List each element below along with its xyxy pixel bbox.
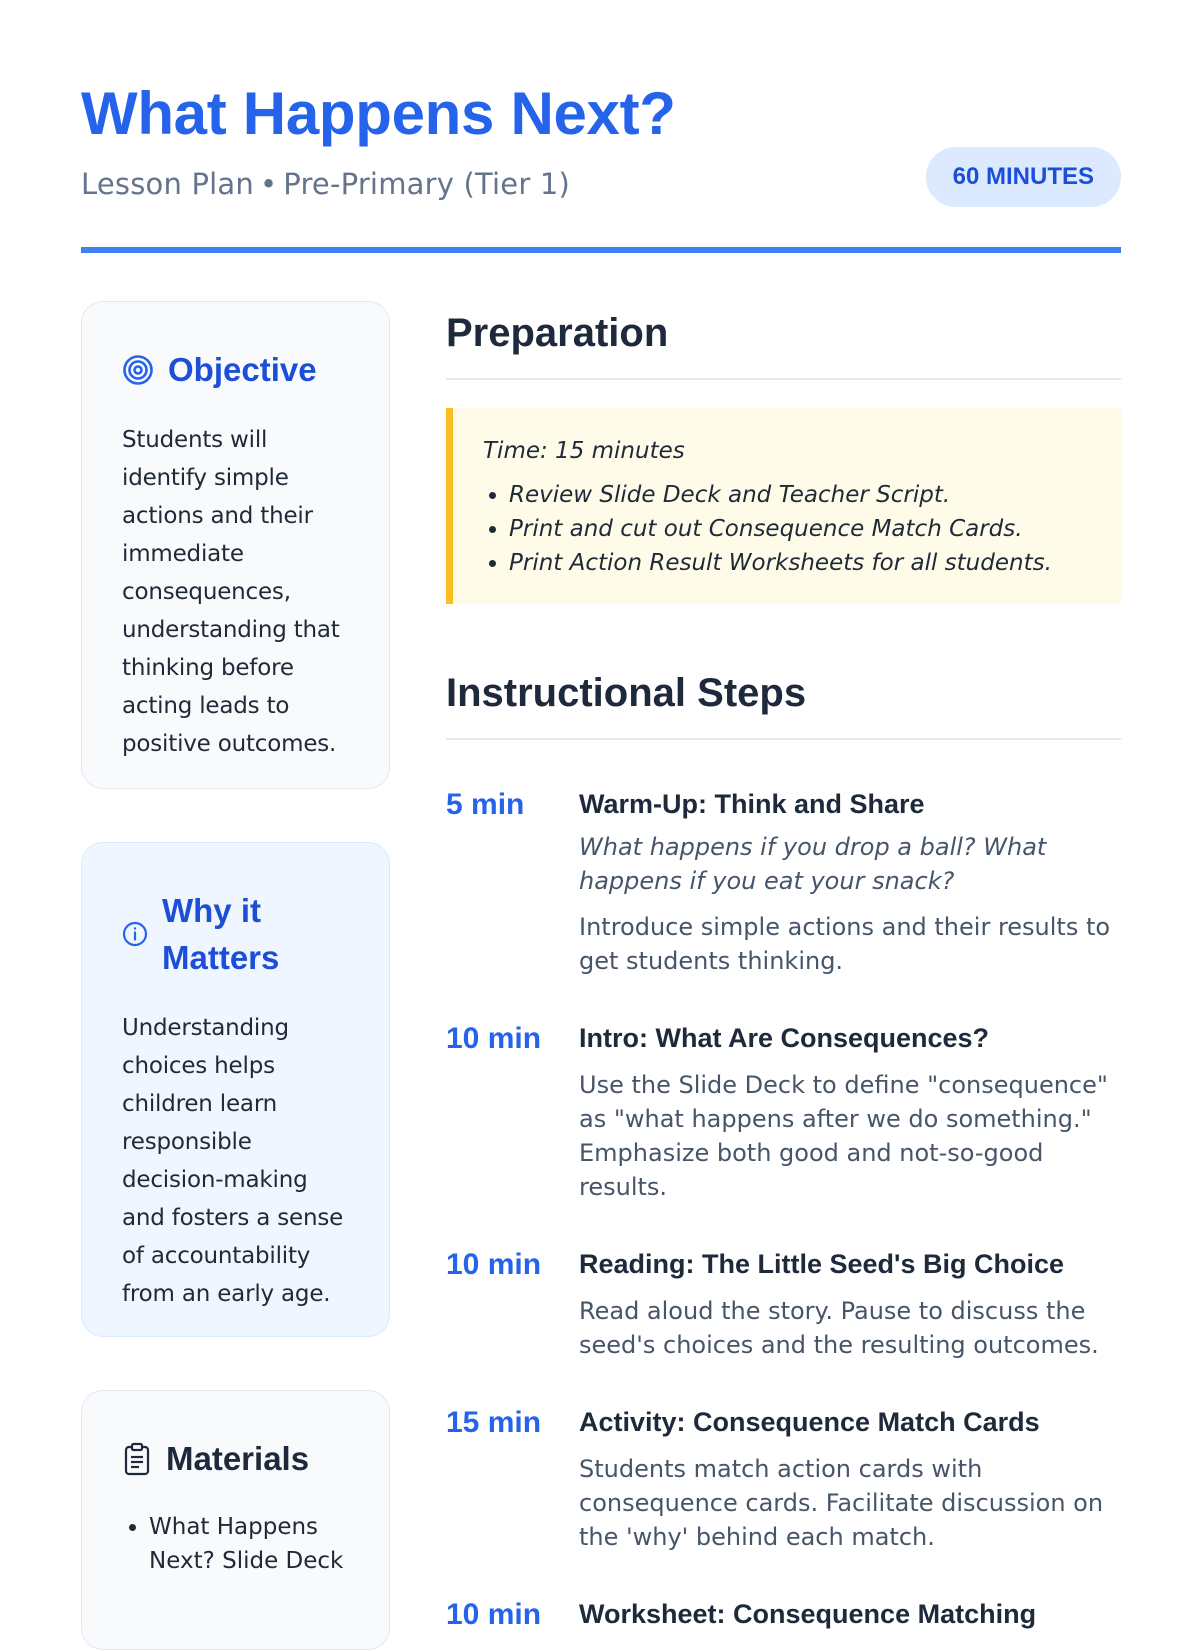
- step-description: Introduce simple actions and their results to get students thinking.: [579, 913, 1111, 975]
- page-title: What Happens Next?: [81, 80, 676, 147]
- why-it-matters-card: [81, 842, 390, 1337]
- subtitle-level: Pre-Primary (Tier 1): [283, 167, 571, 201]
- step-time: 5 min: [446, 788, 525, 821]
- clipboard-icon: [122, 1442, 152, 1476]
- page-subtitle: [81, 166, 570, 202]
- materials-item: • What Happens Next? Slide Deck: [149, 1510, 349, 1578]
- step-row: [446, 1020, 1121, 1204]
- step-description: Use the Slide Deck to define "consequence" as "what happens after we do something." Emphasize both good and not-so-good results.: [579, 1071, 1108, 1201]
- step-time: 10 min: [446, 1598, 542, 1631]
- step-description: Read aloud the story. Pause to discuss the seed's choices and the resulting outcomes.: [579, 1297, 1099, 1359]
- step-row: [446, 786, 1121, 978]
- preparation-item: • Print and cut out Consequence Match Cards.: [509, 512, 1091, 546]
- step-body: [579, 1020, 1121, 1204]
- steps-list: [446, 786, 1121, 1634]
- target-icon: [122, 354, 154, 386]
- step-time: 10 min: [446, 1022, 542, 1055]
- objective-title: Objective: [168, 351, 317, 388]
- step-title: Intro: What Are Consequences?: [579, 1023, 990, 1053]
- step-body: [579, 1246, 1121, 1362]
- step-title: Reading: The Little Seed's Big Choice: [579, 1249, 1064, 1279]
- step-body: [579, 1404, 1121, 1554]
- why-header: [122, 887, 349, 981]
- step-question: What happens if you drop a ball? What happens if you eat your snack?: [579, 833, 1047, 895]
- preparation-box: [446, 408, 1121, 604]
- preparation-item: • Print Action Result Worksheets for all students.: [509, 546, 1091, 580]
- materials-title: Materials: [166, 1440, 310, 1477]
- main-content: [446, 300, 1121, 1634]
- step-time: 10 min: [446, 1248, 542, 1281]
- step-body: [579, 786, 1121, 978]
- step-description: Students match action cards with consequence cards. Facilitate discussion on the 'why' behind each match.: [579, 1455, 1104, 1551]
- step-body: [579, 1596, 1121, 1634]
- materials-list: [122, 1510, 349, 1578]
- step-title: Activity: Consequence Match Cards: [579, 1407, 1040, 1437]
- preparation-item: • Review Slide Deck and Teacher Script.: [509, 478, 1091, 512]
- step-time: 15 min: [446, 1406, 542, 1439]
- subtitle-separator: •: [259, 167, 278, 201]
- step-row: [446, 1596, 1121, 1634]
- step-title: Worksheet: Consequence Matching: [579, 1599, 1037, 1629]
- preparation-list: [483, 478, 1091, 580]
- objective-header: [122, 346, 349, 393]
- preparation-heading: Preparation: [446, 300, 1121, 380]
- duration-badge: 60 MINUTES: [926, 147, 1121, 207]
- step-title: Warm-Up: Think and Share: [579, 789, 925, 819]
- header-divider: [81, 247, 1121, 253]
- step-row: [446, 1246, 1121, 1362]
- instructional-steps-heading: Instructional Steps: [446, 660, 1121, 740]
- why-text: Understanding choices helps children learn responsible decision-making and fosters a sense of accountability from an early age.: [122, 1015, 344, 1307]
- info-icon: [122, 921, 148, 947]
- subtitle-type: Lesson Plan: [81, 167, 254, 201]
- why-title: Why it Matters: [162, 892, 280, 976]
- step-row: [446, 1404, 1121, 1554]
- preparation-time: Time: 15 minutes: [483, 438, 685, 464]
- objective-text: Students will identify simple actions and their immediate consequences, understanding that thinking before acting leads to positive outcomes.: [122, 427, 340, 757]
- materials-header: [122, 1435, 349, 1482]
- materials-card: [81, 1390, 390, 1650]
- objective-card: [81, 301, 390, 789]
